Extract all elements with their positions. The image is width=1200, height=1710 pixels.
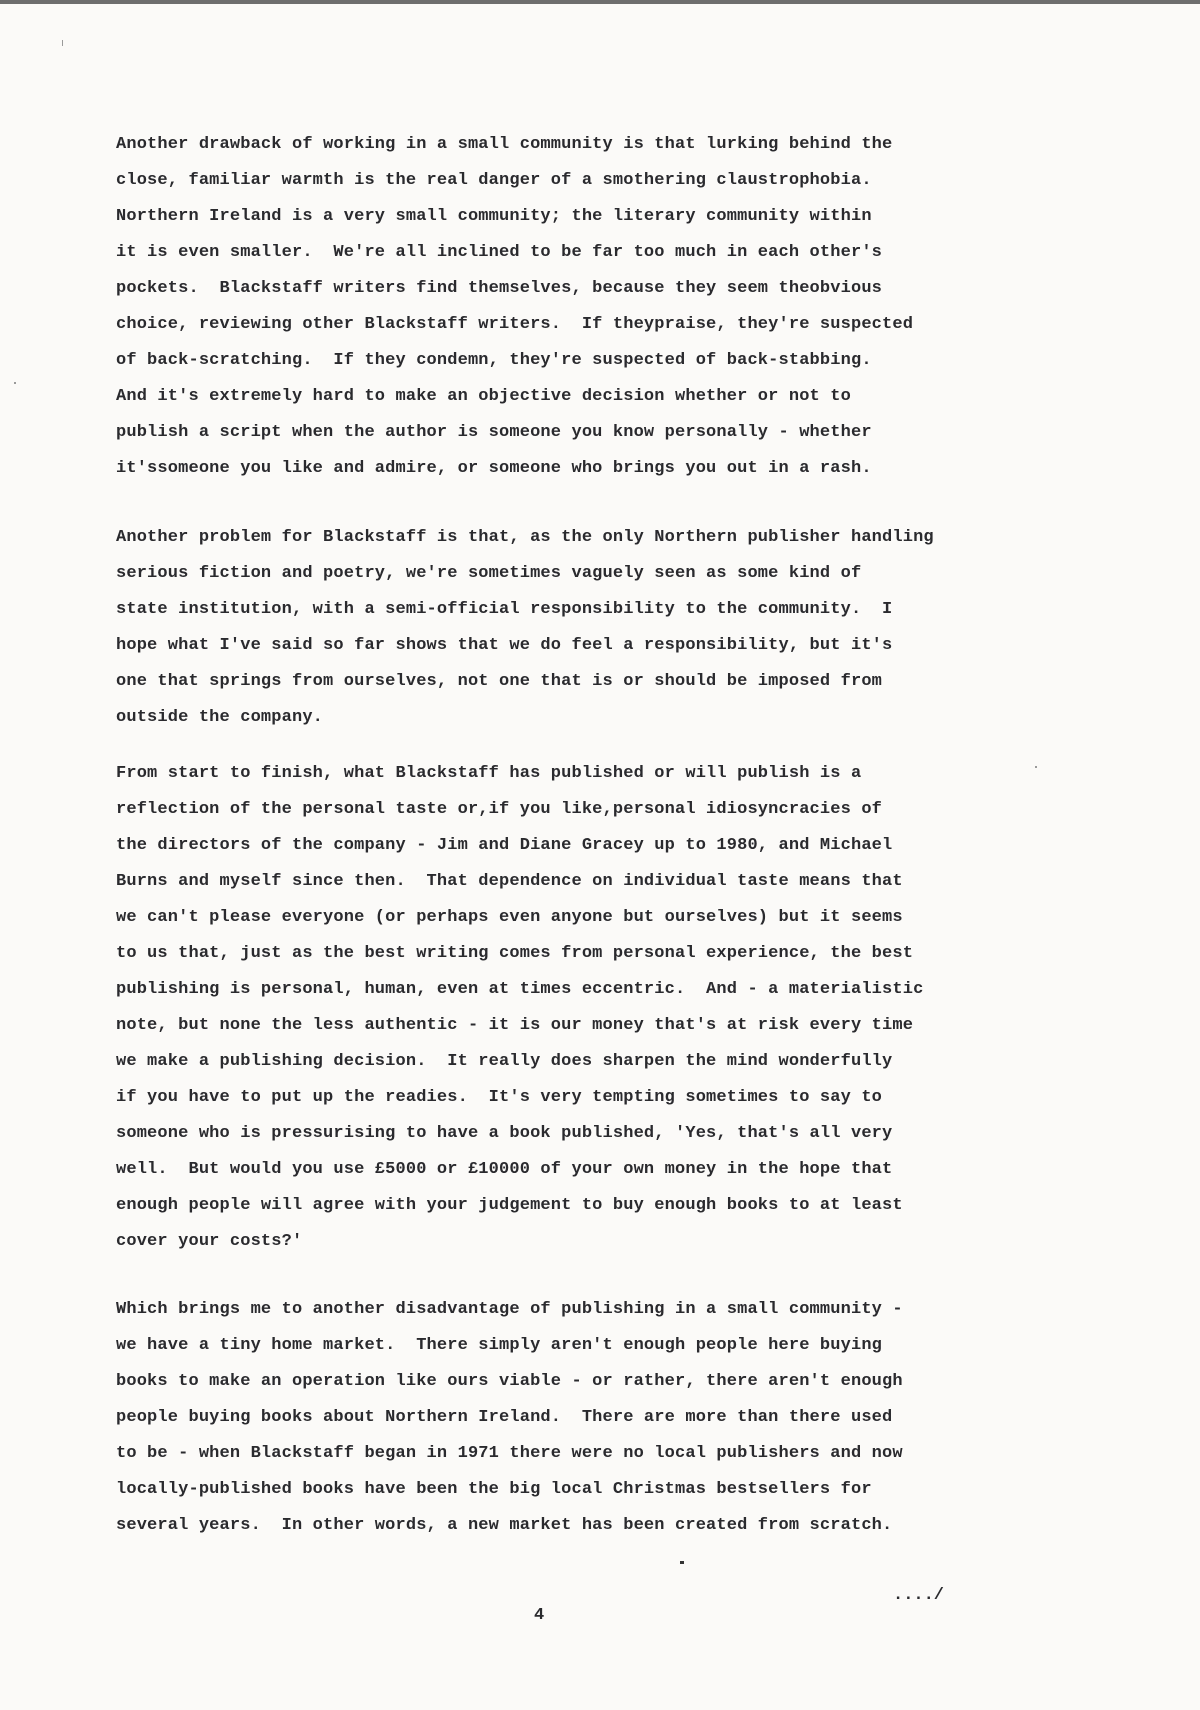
text-line: well. But would you use £5000 or £10000 of your own money in the hope that <box>116 1160 893 1179</box>
text-line: publish a script when the author is someone you know personally - whether <box>116 423 872 442</box>
paragraph-2 <box>116 521 1116 737</box>
text-line: people buying books about Northern Ireland. There are more than there used <box>116 1408 893 1427</box>
text-line: books to make an operation like ours viable - or rather, there aren't enough <box>116 1372 903 1391</box>
scan-speck <box>1035 766 1037 768</box>
text-line: Which brings me to another disadvantage of publishing in a small community - <box>116 1300 903 1319</box>
text-line: it is even smaller. We're all inclined to be far too much in each other's <box>116 243 883 262</box>
text-line: we have a tiny home market. There simply aren't enough people here buying <box>116 1336 883 1355</box>
text-line: to us that, just as the best writing comes from personal experience, the best <box>116 944 914 963</box>
text-line: Another drawback of working in a small community is that lurking behind the <box>116 135 893 154</box>
text-line: we can't please everyone (or perhaps even anyone but ourselves) but it seems <box>116 908 903 927</box>
paragraph-1 <box>116 128 1116 488</box>
scan-edge-shadow <box>0 0 1200 4</box>
paragraph-3 <box>116 757 1116 1261</box>
text-line: Northern Ireland is a very small community; the literary community within <box>116 207 872 226</box>
scan-speck <box>62 40 63 46</box>
text-line: state institution, with a semi-official responsibility to the community. I <box>116 600 893 619</box>
text-line: choice, reviewing other Blackstaff writers. If theypraise, they're suspected <box>116 315 914 334</box>
text-line: we make a publishing decision. It really does sharpen the mind wonderfully <box>116 1052 893 1071</box>
text-line: Another problem for Blackstaff is that, as the only Northern publisher handling <box>116 528 934 547</box>
text-line: cover your costs?' <box>116 1232 303 1251</box>
text-line: it'ssomeone you like and admire, or someone who brings you out in a rash. <box>116 459 872 478</box>
text-line: serious fiction and poetry, we're sometimes vaguely seen as some kind of <box>116 564 862 583</box>
scan-speck <box>14 382 16 384</box>
text-line: of back-scratching. If they condemn, they're suspected of back-stabbing. <box>116 351 872 370</box>
text-line: And it's extremely hard to make an objective decision whether or not to <box>116 387 851 406</box>
text-line: publishing is personal, human, even at times eccentric. And - a materialistic <box>116 980 924 999</box>
text-line: enough people will agree with your judgement to buy enough books to at least <box>116 1196 903 1215</box>
text-line: outside the company. <box>116 708 324 727</box>
text-line: if you have to put up the readies. It's very tempting sometimes to say to <box>116 1088 883 1107</box>
text-line: hope what I've said so far shows that we do feel a responsibility, but it's <box>116 636 893 655</box>
text-line: reflection of the personal taste or,if you like,personal idiosyncracies of <box>116 800 883 819</box>
text-line: the directors of the company - Jim and Diane Gracey up to 1980, and Michael <box>116 836 893 855</box>
text-line: From start to finish, what Blackstaff has published or will publish is a <box>116 764 862 783</box>
text-line: Burns and myself since then. That dependence on individual taste means that <box>116 872 903 891</box>
page-number: 4 <box>534 1606 545 1625</box>
text-line: close, familiar warmth is the real danger of a smothering claustrophobia. <box>116 171 872 190</box>
text-line: one that springs from ourselves, not one that is or should be imposed from <box>116 672 883 691</box>
scan-speck <box>680 1561 684 1564</box>
paragraph-4 <box>116 1293 1116 1545</box>
text-line: locally-published books have been the big local Christmas bestsellers for <box>116 1480 872 1499</box>
continuation-mark: ..../ <box>893 1586 945 1605</box>
text-line: pockets. Blackstaff writers find themselves, because they seem theobvious <box>116 279 883 298</box>
text-line: note, but none the less authentic - it is our money that's at risk every time <box>116 1016 914 1035</box>
text-line: several years. In other words, a new market has been created from scratch. <box>116 1516 893 1535</box>
text-line: someone who is pressurising to have a book published, 'Yes, that's all very <box>116 1124 893 1143</box>
text-line: to be - when Blackstaff began in 1971 there were no local publishers and now <box>116 1444 903 1463</box>
